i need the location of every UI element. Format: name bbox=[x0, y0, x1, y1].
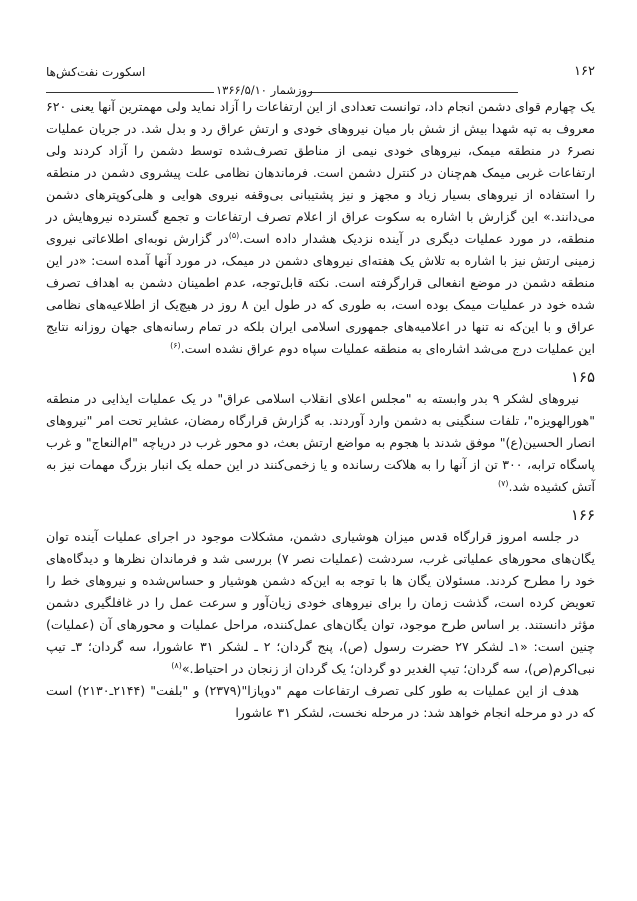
paragraph bbox=[46, 526, 595, 680]
book-title: اسکورت نفت‌کش‌ها bbox=[46, 65, 146, 79]
header-rule-right bbox=[308, 92, 518, 93]
paragraph bbox=[46, 680, 595, 724]
paragraph-text: در جلسه امروز قرارگاه قدس میزان هوشیاری دشمن، مشکلات موجود در اجرای عملیات آینده توان یگان‌های محورهای عملیاتی غرب، سردشت (عملیات نصر ۷) بررسی شد و فرماندان نظرها و دیدگاه‌های خود را مطرح کردند. مسئولان یگان ها با توجه به این‌که دشمن هوشیار و حساس‌شده و نیروهای خط را تعویض کرده است، گذشت زمان را برای نیروهای خودی زیان‌آور و سرعت عمل را در غافلگیری دشمن مؤثر دانستند. بر اساس طرح موجود، توان یگان‌های عمل‌کننده، مراحل عملیات و محورهای آن (عملیات) چنین است: «۱ـ لشکر ۲۷ حضرت رسول (ص)، پنج گردان؛ ۲ ـ لشکر ۳۱ عاشورا، سه گردان؛ ۳ـ تیپ نبی‌اکرم(ص)، سه گردان؛ تیپ الغدیر دو گردان؛ یک گردان از زنجان در احتیاط.» bbox=[46, 529, 595, 676]
footnote-ref: (۸) bbox=[171, 660, 182, 670]
paragraph bbox=[46, 96, 595, 360]
page-header bbox=[46, 62, 595, 97]
header-rule-left bbox=[46, 92, 214, 93]
entry-number: ۱۶۵ bbox=[570, 368, 595, 386]
paragraph-text: نیروهای لشکر ۹ بدر وابسته به "مجلس اعلای انقلاب اسلامی عراق" در یک عملیات ایذایی در منطقه "هورالهویزه"، تلفات سنگینی به دشمن وارد آوردند. به گزارش قرارگاه رمضان، عشایر تحت امر "نیروهای انصار الحسین(ع)" موفق شدند با هجوم به مواضع ارتش بعث، دو محور غرب در دریاچه "ام‌النعاج" و غرب پاسگاه ترابه، ۳۰۰ تن از آنها را به هلاکت رسانده و یا زخمی‌کنند در این حمله یک انبار بزرگ مهمات نیز به آتش کشیده شد. bbox=[46, 391, 595, 494]
paragraph-text: یک چهارم قوای دشمن انجام داد، توانست تعدادی از این ارتفاعات را آزاد نماید ولی مهمترین آنها یعنی ۶۲۰ معروف به تپه شهدا بیش از شش بار میان نیروهای خودی و ارتش عراق رد و بدل شد. در جریان عملیات نصر۶ در منطقه میمک، نیروهای خودی نیمی از مناطق تصرف‌شده توسط دشمن را آزاد کردند ولی ارتفاعات غربی میمک هم‌چنان در کنترل دشمن است. فرماندهان نظامی علت پیشروی دشمن در منطقه را استفاده از نیروهای بسیار زیاد و مجهز و نیز پشتیبانی بی‌وقفه نیروی هوایی و هلی‌کوپترهای دشمن می‌دانند.» این گزارش با اشاره به سکوت عراق از اعلام تصرف ارتفاعات و تجمع گسترده نیروهایش در منطقه، در مورد عملیات دیگری در آینده نزدیک هشدار داده است. bbox=[46, 99, 595, 246]
page bbox=[46, 62, 595, 724]
footnote-ref: (۶) bbox=[170, 340, 181, 350]
body-text bbox=[46, 96, 595, 724]
paragraph-text: در گزارش نوبه‌ای اطلاعاتی نیروی زمینی ارتش نیز با اشاره به تلاش یک هفته‌ای نیروهای دشمن در میمک، در مورد آنها آمده است: «در این منطقه دشمن در موضع انفعالی قرارگرفته است. نکته قابل‌توجه، عدم اطمینان دشمن به اهداف تصرف شده خود در عملیات میمک بوده است، به طوری که در طول این ۸ روز در هیچ‌یک از اطلاعیه‌های نظامی عراق و با این‌که نه تنها در اعلامیه‌های جمهوری اسلامی ایران بلکه در تمام رسانه‌های جهان روزانه نتایج این عملیات درج می‌شد اشاره‌ای به منطقه عملیات سپاه دوم عراق نشده است. bbox=[46, 231, 595, 356]
footnote-ref: (۵) bbox=[228, 230, 240, 240]
paragraph-text: هدف از این عملیات به طور کلی تصرف ارتفاعات مهم "دوپازا"(۲۳۷۹) و "بلفت" (۲۱۴۴ـ۲۱۳۰) است که در دو مرحله انجام خواهد شد: در مرحله نخست، لشکر ۳۱ عاشورا bbox=[46, 683, 595, 720]
entry-number: ۱۶۶ bbox=[570, 506, 595, 524]
paragraph bbox=[46, 388, 595, 498]
running-date: روزشمار ۱۳۶۶/۵/۱۰ bbox=[216, 83, 313, 97]
page-number: ۱۶۲ bbox=[574, 64, 595, 79]
footnote-ref: (۷) bbox=[497, 478, 509, 488]
